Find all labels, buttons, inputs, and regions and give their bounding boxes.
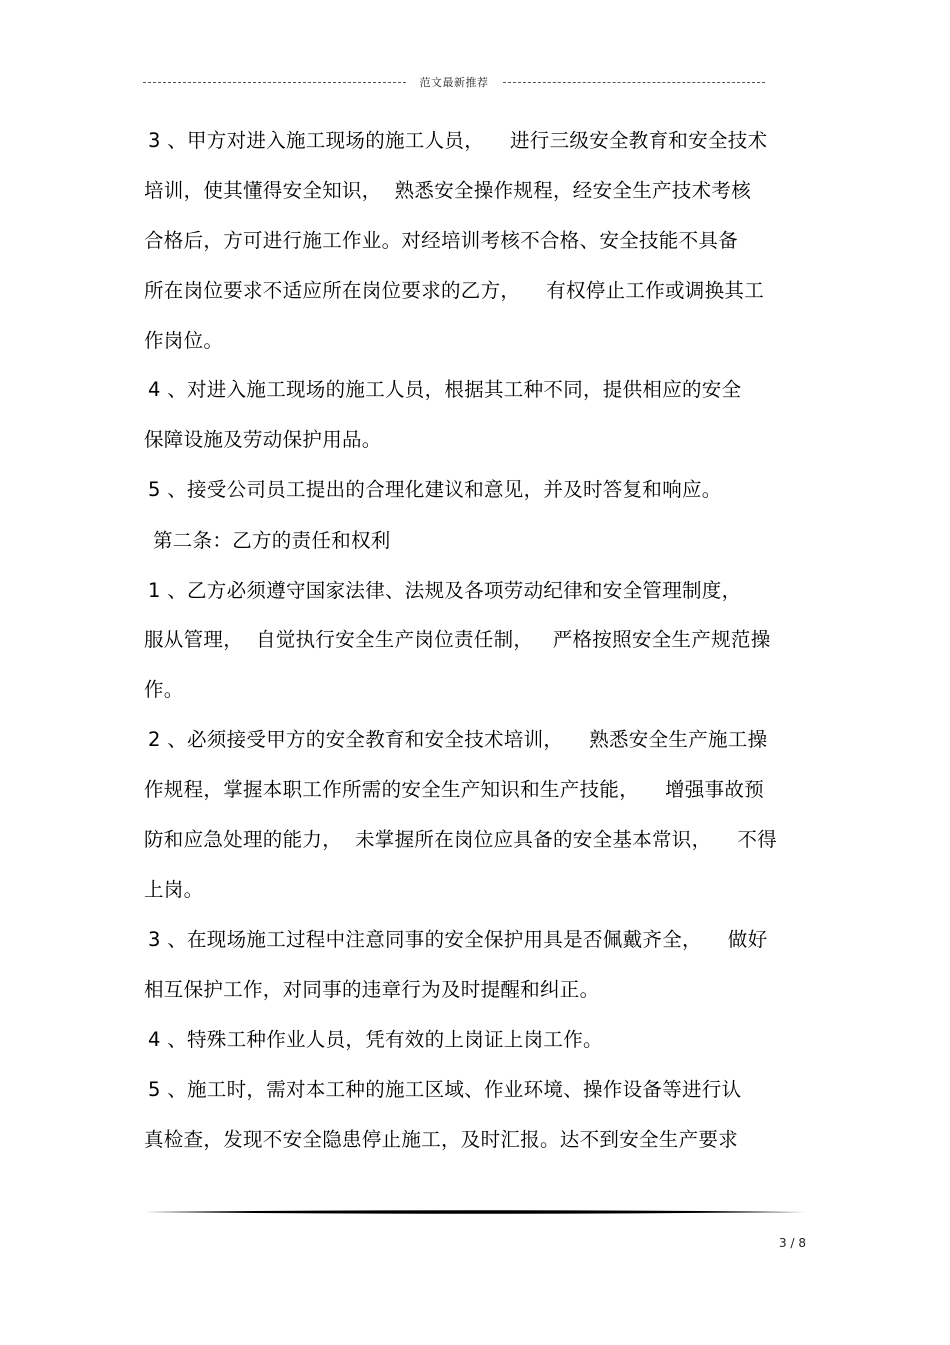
text-line: 服从管理， 自觉执行安全生产岗位责任制， 严格按照安全生产规范操 (144, 628, 771, 651)
text-line: 作。 (144, 678, 184, 701)
text-line: 4 、对进入施工现场的施工人员，根据其工种不同，提供相应的安全 (148, 378, 742, 401)
text-line: 5 、施工时，需对本工种的施工区域、作业环境、操作设备等进行认 (148, 1078, 742, 1101)
text-line: 合格后，方可进行施工作业。对经培训考核不合格、安全技能不具备 (144, 229, 739, 252)
text-line: 所在岗位要求不适应所在岗位要求的乙方， 有权停止工作或调换其工 (144, 279, 764, 302)
text-line: 2 、必须接受甲方的安全教育和安全技术培训， 熟悉安全生产施工操 (148, 728, 768, 751)
text-line: 防和应急处理的能力， 未掌握所在岗位应具备的安全基本常识， 不得 (144, 828, 777, 851)
page-number: 3 / 8 (779, 1236, 806, 1250)
header-title: 范文最新推荐 (419, 76, 489, 89)
text-line: 上岗。 (144, 878, 204, 901)
header-right-dashes (503, 82, 766, 83)
page-header (143, 72, 765, 92)
text-line: 保障设施及劳动保护用品。 (144, 428, 382, 451)
text-line: 相互保护工作，对同事的违章行为及时提醒和纠正。 (144, 978, 600, 1001)
text-line: 4 、特殊工种作业人员，凭有效的上岗证上岗工作。 (148, 1028, 603, 1051)
text-line: 作岗位。 (144, 329, 224, 352)
text-line: 1 、乙方必须遵守国家法律、法规及各项劳动纪律和安全管理制度， (148, 579, 742, 602)
text-line: 作规程，掌握本职工作所需的安全生产知识和生产技能， 增强事故预 (144, 778, 764, 801)
text-line: 5 、接受公司员工提出的合理化建议和意见，并及时答复和响应。 (148, 478, 722, 501)
section-heading: 第二条：乙方的责任和权利 (153, 529, 391, 552)
text-line: 3 、在现场施工过程中注意同事的安全保护用具是否佩戴齐全， 做好 (148, 928, 768, 951)
text-line: 3 、甲方对进入施工现场的施工人员， 进行三级安全教育和安全技术 (148, 129, 768, 152)
header-left-dashes (143, 82, 406, 83)
text-line: 真检查，发现不安全隐患停止施工，及时汇报。达不到安全生产要求 (144, 1128, 739, 1151)
text-line: 培训，使其懂得安全知识， 熟悉安全操作规程，经安全生产技术考核 (144, 179, 751, 202)
footer-rule (145, 1209, 805, 1215)
